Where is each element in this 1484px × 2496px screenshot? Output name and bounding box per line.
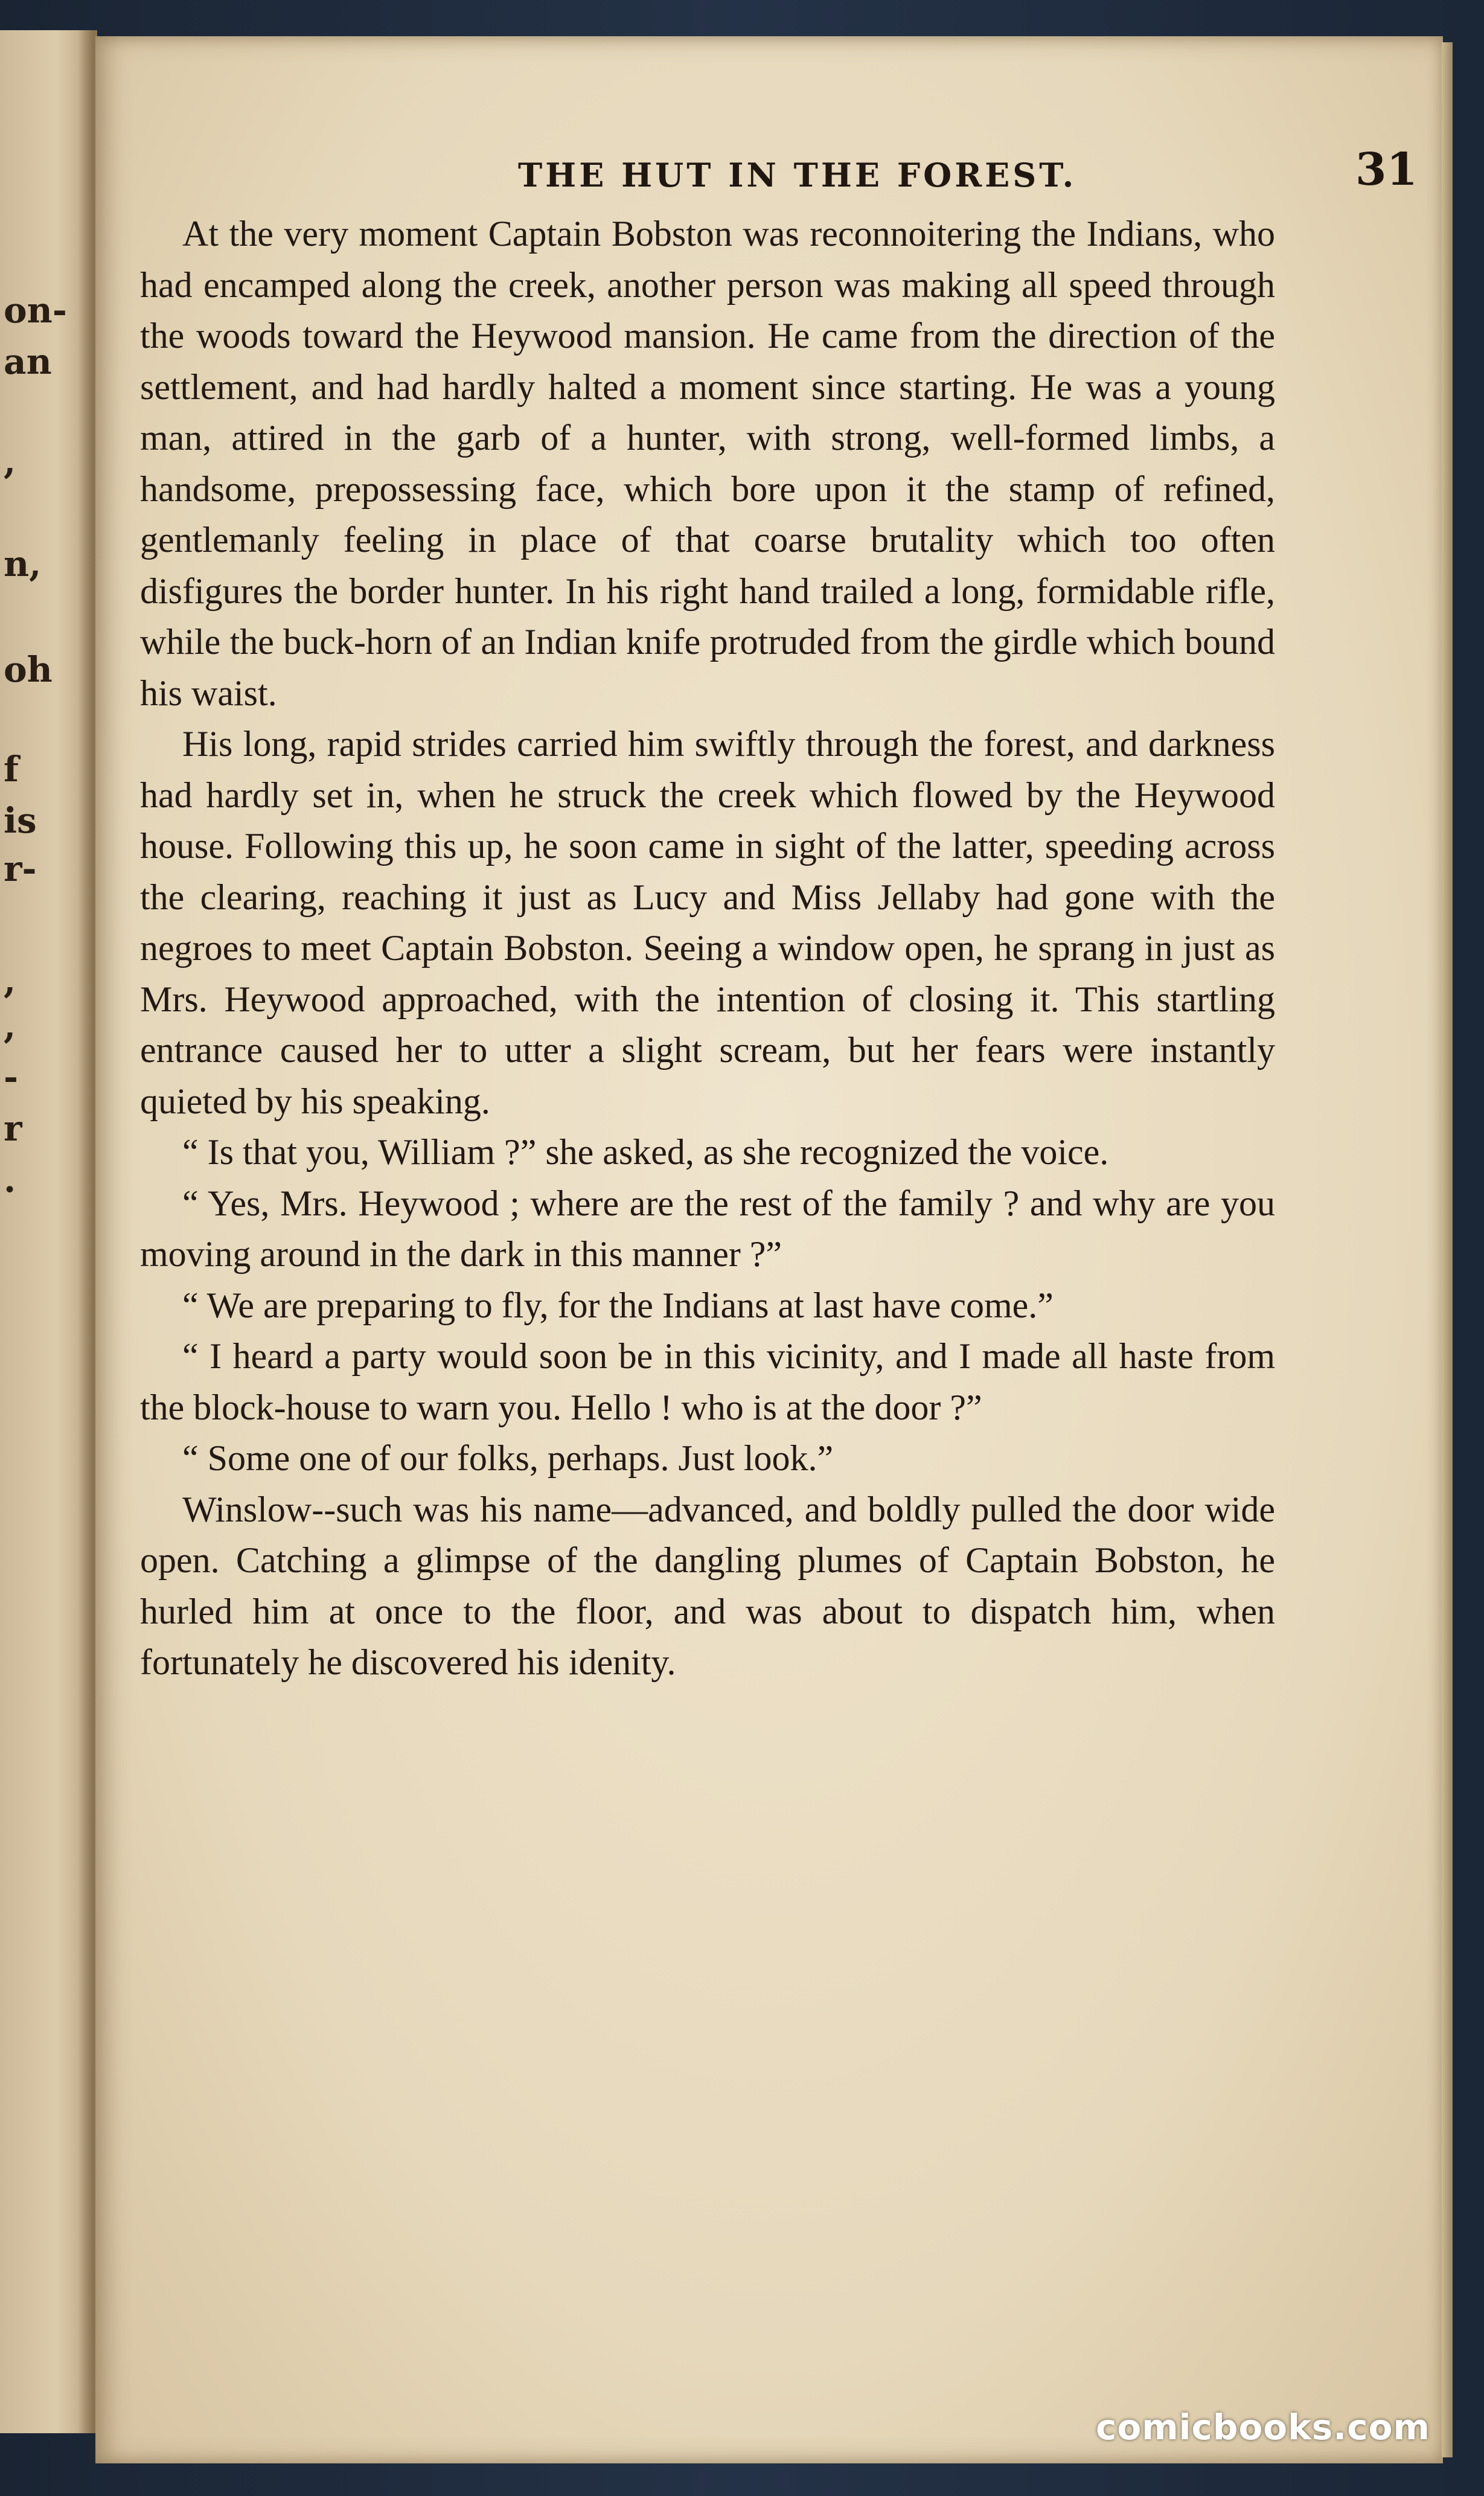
prev-page-fragment: oh (4, 649, 53, 690)
paragraph: “ Yes, Mrs. Heywood ; where are the rest of the family ? and why are you moving around in the dark in this manner ?” (140, 1183, 1275, 1274)
previous-page-edge (0, 30, 97, 2433)
book-page (95, 36, 1443, 2463)
page-header (427, 144, 1424, 198)
prev-page-fragment: , (4, 960, 16, 1001)
prev-page-fragment: , (4, 1005, 16, 1046)
paragraph: At the very moment Captain Bobston was reconnoitering the Indians, who had encamped along the creek, another person was making all speed through the woods toward the Heywood mansion. He came from the direction of the settlement, and had hardly halted a moment since starting. He was a young man, attired in the garb of a hunter, with strong, well-formed limbs, a handsome, prepossessing face, which bore upon it the stamp of refined, gentlemanly feeling in place of that coarse brutality which too often disfigures the border hunter. In his right hand trailed a long, formidable rifle, while the buck-horn of an Indian knife protruded from the girdle which bound his waist. (140, 214, 1275, 713)
paragraph: “ Some one of our folks, perhaps. Just look.” (182, 1438, 834, 1478)
paragraph: “ We are preparing to fly, for the Indians at last have come.” (182, 1285, 1054, 1325)
running-head: THE HUT IN THE FOREST. (518, 156, 1077, 194)
paragraph: His long, rapid strides carried him swiftly through the forest, and darkness had hardly set in, when he struck the creek which flowed by the Heywood house. Following this up, he soon came in sight of the latter, speeding across the clearing, reaching it just as Lucy and Miss Jellaby had gone with the negroes to meet Captain Bobston. Seeing a window open, he sprang in just as Mrs. Heywood approached, with the intention of closing it. This startling entrance caused her to utter a slight scream, but her fears were instantly quieted by his speaking. (140, 724, 1275, 1121)
prev-page-fragment: - (4, 1057, 19, 1098)
prev-page-fragment: n, (4, 543, 42, 584)
paragraph: Winslow--such was his name—advanced, and boldly pulled the door wide open. Catching a glimpse of the dangling plumes of Captain Bobston, he hurled him at once to the floor, and was about to dispatch him, when fortunately he discovered his idenity. (140, 1489, 1275, 1682)
prev-page-fragment: f (4, 749, 19, 790)
prev-page-fragment: r- (4, 848, 37, 889)
prev-page-fragment: an (4, 341, 52, 382)
page-fore-edge (1442, 42, 1453, 2457)
prev-page-fragment: r (4, 1108, 22, 1149)
prev-page-fragment: is (4, 800, 37, 841)
body-text (140, 208, 1275, 1688)
page-gutter-shadow (78, 30, 94, 2433)
paragraph: “ Is that you, William ?” she asked, as she recognized the voice. (182, 1132, 1109, 1172)
site-watermark: comicbooks.com (1096, 2407, 1430, 2448)
prev-page-fragment: , (4, 441, 16, 482)
prev-page-fragment: . (4, 1159, 16, 1200)
page-number: 31 (1355, 144, 1418, 196)
paragraph: “ I heard a party would soon be in this vicinity, and I made all haste from the block-house to warn you. Hello ! who is at the door ?” (140, 1336, 1275, 1427)
prev-page-fragment: on- (4, 290, 67, 331)
